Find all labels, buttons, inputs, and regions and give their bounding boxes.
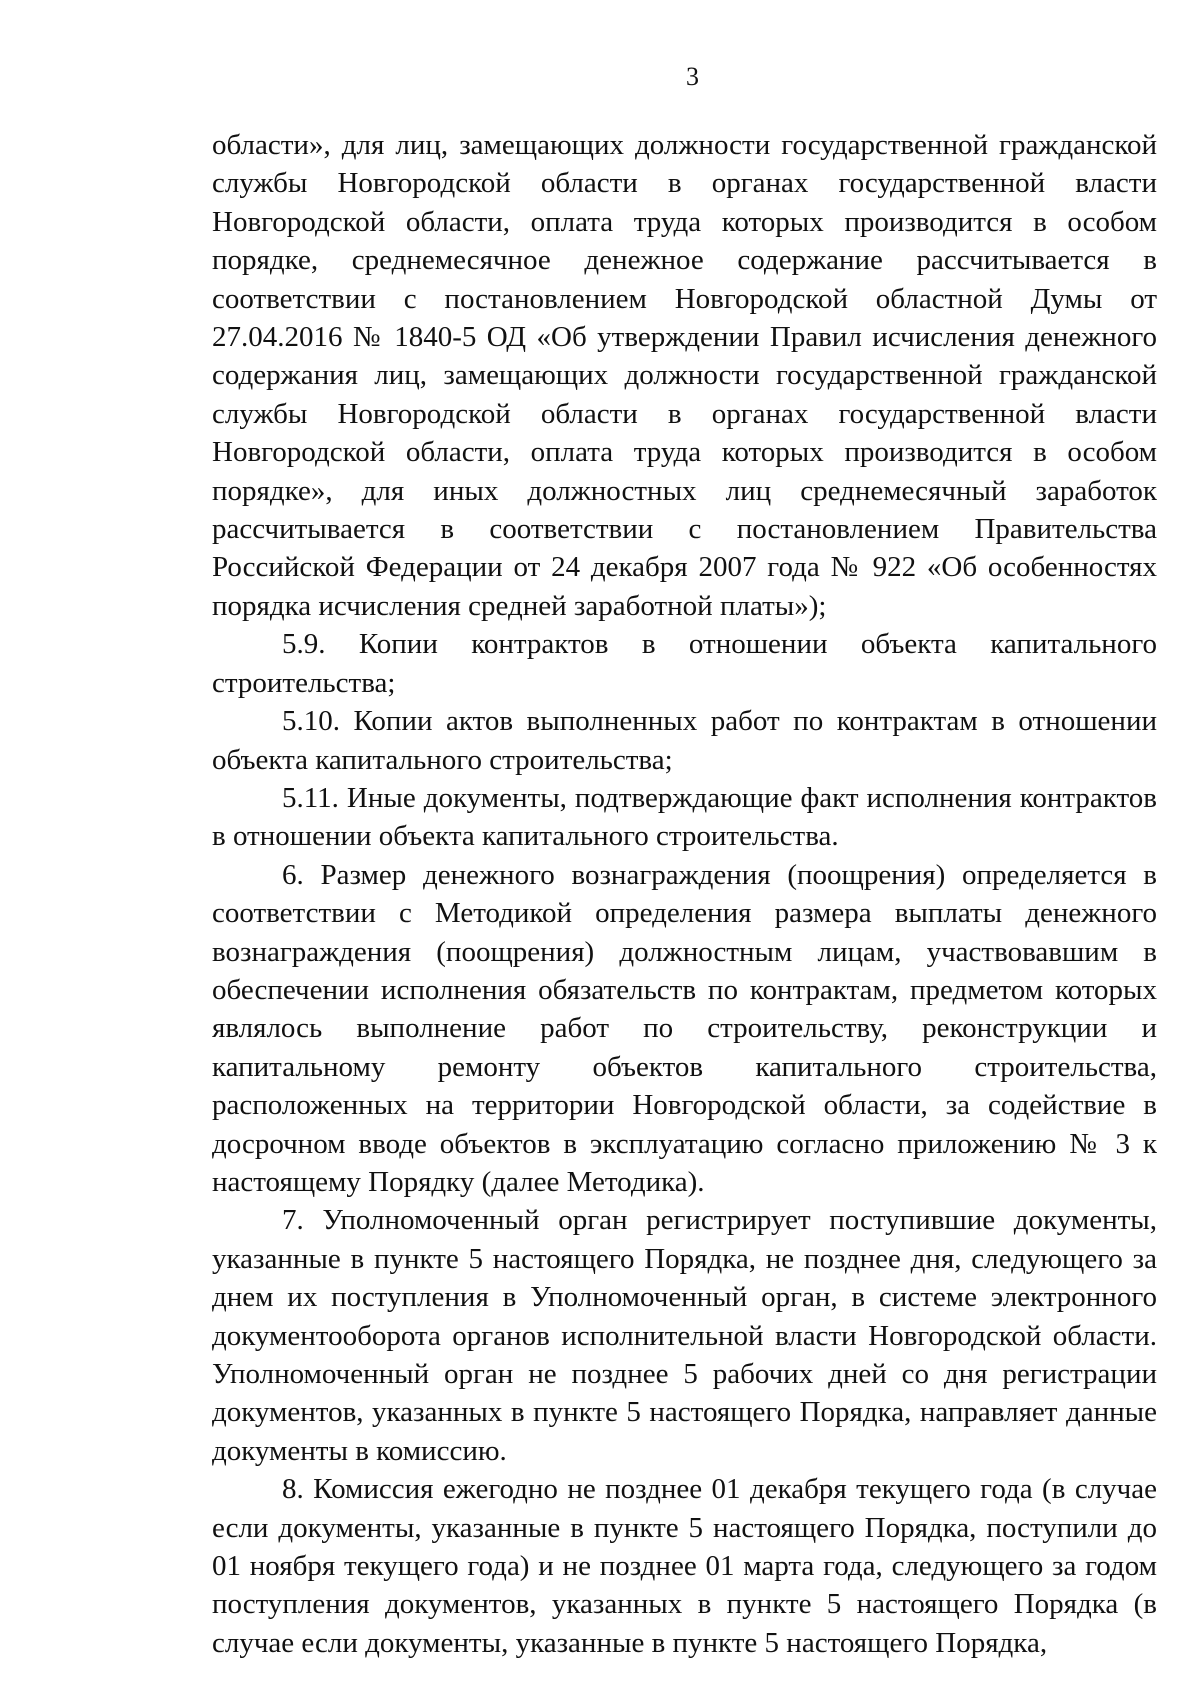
paragraph-5-10: 5.10. Копии актов выполненных работ по контрактам в отношении объекта капитального строительства; [212, 705, 1157, 776]
paragraph-5-11: 5.11. Иные документы, подтверждающие факт исполнения контрактов в отношении объекта капитального строительства. [212, 781, 1157, 853]
paragraph-7: 7. Уполномоченный орган регистрирует поступившие документы, указанные в пункте 5 настоящего Порядка, не позднее дня, следующего за днем их поступления в Уполномоченный орган, в системе электронного документооборота органов исполнительной власти Новгородской области. Уполномоченный орган не позднее 5 рабочих дней со дня регистрации документов, указанных в пункте 5 настоящего Порядка, направляет данные документы в комиссию. [212, 1204, 1157, 1467]
paragraph-8: 8. Комиссия ежегодно не позднее 01 декабря текущего года (в случае если документы, указанные в пункте 5 настоящего Порядка, поступили до 01 ноября текущего года) и не позднее 01 марта года, следующего за годом поступления документов, указанных в пункте 5 настоящего Порядка (в случае если документы, указанные в пункте 5 настоящего Порядка, [212, 1473, 1157, 1659]
paragraph-continuation: области», для лиц, замещающих должности государственной гражданской службы Новгородской области в органах государственной власти Новгородской области, оплата труда которых производится в особом порядке, среднемесячное денежное содержание рассчитывается в соответствии с постановлением Новгородской областной Думы от 27.04.2016 № 1840-5 ОД «Об утверждении Правил исчисления денежного содержания лиц, замещающих должности государственной гражданской службы Новгородской области в органах государственной власти Новгородской области, оплата труда которых производится в особом порядке», для иных должностных лиц среднемесячный заработок рассчитывается в соответствии с постановлением Правительства Российской Федерации от 24 декабря 2007 года № 922 «Об особенностях порядка исчисления средней заработной платы»); [212, 129, 1157, 622]
paragraph-5-9: 5.9. Копии контрактов в отношении объекта капитального строительства; [212, 628, 1157, 699]
page-number: 3 [686, 62, 699, 91]
document-body [212, 126, 1157, 1662]
paragraph-6: 6. Размер денежного вознаграждения (поощрения) определяется в соответствии с Методикой определения размера выплаты денежного вознаграждения (поощрения) должностным лицам, участвовавшим в обеспечении исполнения обязательств по контрактам, предметом которых являлось выполнение работ по строительству, реконструкции и капитальному ремонту объектов капитального строительства, расположенных на территории Новгородской области, за содействие в досрочном вводе объектов в эксплуатацию согласно приложению № 3 к настоящему Порядку (далее Методика). [212, 858, 1157, 1198]
